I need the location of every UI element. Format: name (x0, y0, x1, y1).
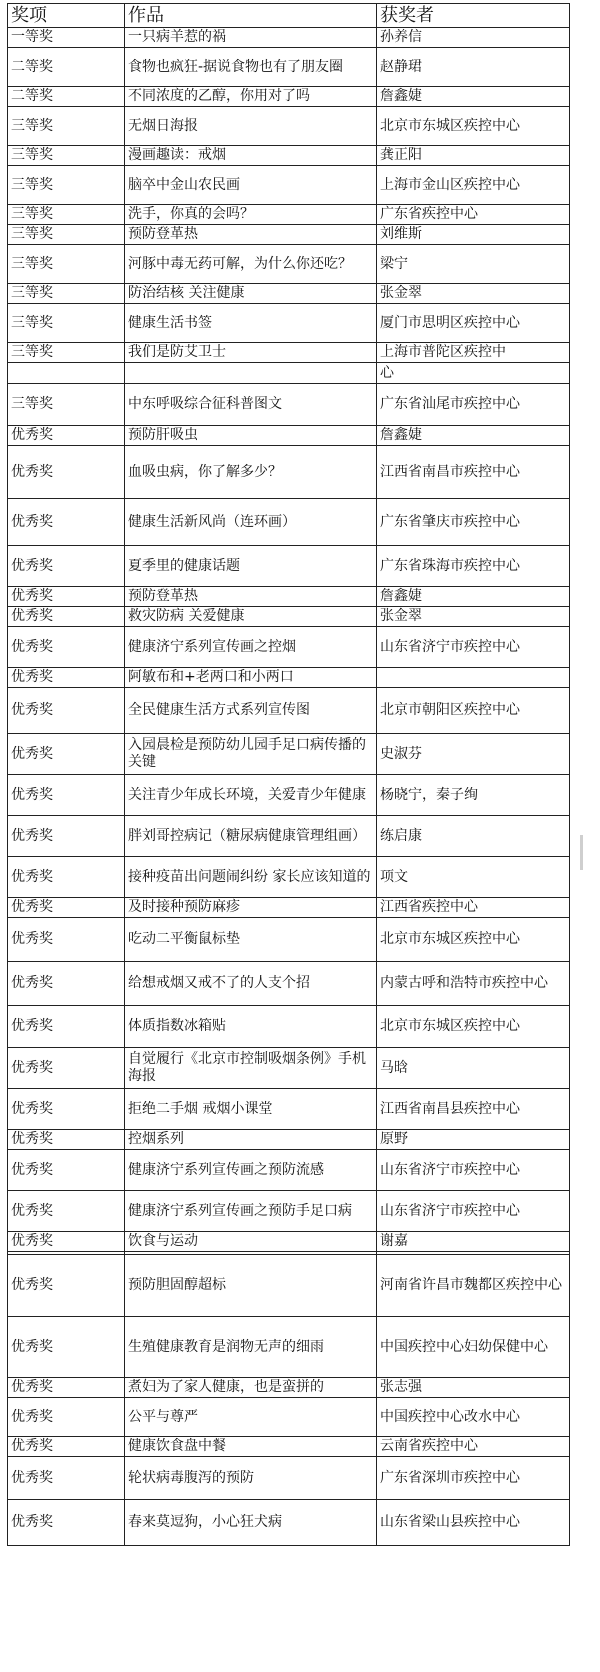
cell-award (8, 363, 125, 384)
cell-award: 二等奖 (8, 87, 125, 107)
table-row (8, 1437, 570, 1457)
cell-award: 优秀奖 (8, 1500, 125, 1546)
cell-winner: 詹鑫婕 (377, 87, 570, 107)
table-row (8, 1457, 570, 1500)
cell-work: 公平与尊严 (125, 1398, 377, 1437)
cell-work: 及时接种预防麻疹 (125, 898, 377, 918)
cell-winner: 上海市金山区疾控中心 (377, 166, 570, 205)
cell-award: 优秀奖 (8, 546, 125, 587)
table-row (8, 1500, 570, 1546)
cell-work: 健康济宁系列宣传画之控烟 (125, 627, 377, 668)
header-row (8, 4, 570, 28)
cell-award: 三等奖 (8, 343, 125, 363)
cell-award: 优秀奖 (8, 1398, 125, 1437)
cell-winner: 江西省疾控中心 (377, 898, 570, 918)
cell-winner: 杨晓宁，秦子绚 (377, 775, 570, 816)
cell-work: 洗手，你真的会吗？ (125, 205, 377, 225)
cell-winner: 梁宁 (377, 245, 570, 284)
cell-winner: 广东省肇庆市疾控中心 (377, 499, 570, 546)
cell-winner: 广东省珠海市疾控中心 (377, 546, 570, 587)
cell-award: 优秀奖 (8, 1232, 125, 1252)
cell-award: 优秀奖 (8, 1457, 125, 1500)
cell-work: 煮妇为了家人健康，也是蛮拼的 (125, 1378, 377, 1398)
table-row (8, 627, 570, 668)
cell-winner: 原野 (377, 1130, 570, 1150)
table-row (8, 146, 570, 166)
table-row (8, 166, 570, 205)
table-row (8, 107, 570, 146)
table-row (8, 668, 570, 688)
cell-work: 预防肝吸虫 (125, 426, 377, 446)
cell-award: 三等奖 (8, 304, 125, 343)
award-table-container (7, 3, 570, 1546)
cell-award: 优秀奖 (8, 499, 125, 546)
cell-work: 夏季里的健康话题 (125, 546, 377, 587)
table-row (8, 87, 570, 107)
table-row (8, 426, 570, 446)
cell-winner: 刘维斯 (377, 225, 570, 245)
cell-award: 三等奖 (8, 146, 125, 166)
cell-work: 体质指数冰箱贴 (125, 1006, 377, 1048)
cell-winner: 中国疾控中心改水中心 (377, 1398, 570, 1437)
cell-work: 预防登革热 (125, 587, 377, 607)
cell-work: 无烟日海报 (125, 107, 377, 146)
table-row (8, 1378, 570, 1398)
cell-winner: 江西省南昌市疾控中心 (377, 446, 570, 499)
cell-award: 优秀奖 (8, 1437, 125, 1457)
table-row (8, 225, 570, 245)
cell-work: 接种疫苗出问题闹纠纷 家长应该知道的 (125, 857, 377, 898)
table-row (8, 962, 570, 1006)
cell-work: 胖刘哥控病记（糖尿病健康管理组画） (125, 816, 377, 857)
cell-work: 健康济宁系列宣传画之预防手足口病 (125, 1191, 377, 1232)
table-row (8, 499, 570, 546)
table-row (8, 587, 570, 607)
cell-work: 拒绝二手烟 戒烟小课堂 (125, 1089, 377, 1130)
cell-winner: 山东省梁山县疾控中心 (377, 1500, 570, 1546)
cell-award: 优秀奖 (8, 898, 125, 918)
header-winner: 获奖者 (377, 4, 570, 28)
cell-award: 优秀奖 (8, 1006, 125, 1048)
cell-work: 给想戒烟又戒不了的人支个招 (125, 962, 377, 1006)
table-row (8, 284, 570, 304)
cell-award: 三等奖 (8, 384, 125, 426)
cell-winner: 北京市东城区疾控中心 (377, 107, 570, 146)
cell-work: 健康生活新风尚（连环画） (125, 499, 377, 546)
cell-award: 三等奖 (8, 284, 125, 304)
cell-work: 中东呼吸综合征科普图文 (125, 384, 377, 426)
table-row (8, 918, 570, 962)
cell-award: 优秀奖 (8, 1191, 125, 1232)
table-row (8, 1191, 570, 1232)
cell-winner: 厦门市思明区疾控中心 (377, 304, 570, 343)
cell-work: 脑卒中金山农民画 (125, 166, 377, 205)
table-row (8, 734, 570, 775)
cell-winner: 江西省南昌县疾控中心 (377, 1089, 570, 1130)
cell-winner: 张志强 (377, 1378, 570, 1398)
cell-winner: 詹鑫婕 (377, 587, 570, 607)
cell-winner: 山东省济宁市疾控中心 (377, 627, 570, 668)
cell-award: 优秀奖 (8, 1089, 125, 1130)
cell-work: 吃动二平衡鼠标垫 (125, 918, 377, 962)
cell-work: 生殖健康教育是润物无声的细雨 (125, 1317, 377, 1378)
cell-work: 救灾防病 关爱健康 (125, 607, 377, 627)
cell-work: 控烟系列 (125, 1130, 377, 1150)
cell-work: 漫画趣读：戒烟 (125, 146, 377, 166)
table-row (8, 1089, 570, 1130)
table-row (8, 857, 570, 898)
cell-award: 一等奖 (8, 28, 125, 48)
cell-winner: 广东省疾控中心 (377, 205, 570, 225)
table-row (8, 205, 570, 225)
award-table-body (8, 28, 570, 1546)
cell-winner: 练启康 (377, 816, 570, 857)
table-row (8, 1232, 570, 1252)
table-row (8, 343, 570, 363)
table-row (8, 546, 570, 587)
award-table (7, 3, 570, 1546)
table-row (8, 688, 570, 734)
cell-winner: 北京市东城区疾控中心 (377, 918, 570, 962)
cell-award: 优秀奖 (8, 627, 125, 668)
cell-winner: 中国疾控中心妇幼保健中心 (377, 1317, 570, 1378)
cell-award: 优秀奖 (8, 587, 125, 607)
cell-winner: 孙养信 (377, 28, 570, 48)
table-row (8, 1398, 570, 1437)
cell-winner: 广东省汕尾市疾控中心 (377, 384, 570, 426)
cell-work: 自觉履行《北京市控制吸烟条例》手机海报 (125, 1048, 377, 1089)
cell-award: 优秀奖 (8, 1255, 125, 1317)
cell-work: 我们是防艾卫士 (125, 343, 377, 363)
cell-work: 轮状病毒腹泻的预防 (125, 1457, 377, 1500)
cell-winner: 詹鑫婕 (377, 426, 570, 446)
table-row (8, 384, 570, 426)
cell-winner: 内蒙古呼和浩特市疾控中心 (377, 962, 570, 1006)
cell-award: 优秀奖 (8, 816, 125, 857)
cell-award: 优秀奖 (8, 1150, 125, 1191)
cell-winner: 谢嘉 (377, 1232, 570, 1252)
cell-award: 优秀奖 (8, 1130, 125, 1150)
cell-award: 三等奖 (8, 107, 125, 146)
cell-work: 健康饮食盘中餐 (125, 1437, 377, 1457)
table-row (8, 28, 570, 48)
cell-work: 血吸虫病，你了解多少？ (125, 446, 377, 499)
cell-winner: 龚正阳 (377, 146, 570, 166)
cell-award: 优秀奖 (8, 962, 125, 1006)
cell-work: 全民健康生活方式系列宣传图 (125, 688, 377, 734)
cell-winner: 张金翠 (377, 284, 570, 304)
cell-winner: 马晗 (377, 1048, 570, 1089)
cell-winner: 北京市朝阳区疾控中心 (377, 688, 570, 734)
cell-award: 优秀奖 (8, 446, 125, 499)
cell-award: 优秀奖 (8, 775, 125, 816)
cell-work (125, 363, 377, 384)
cell-work: 健康济宁系列宣传画之预防流感 (125, 1150, 377, 1191)
cell-winner: 广东省深圳市疾控中心 (377, 1457, 570, 1500)
cell-winner: 山东省济宁市疾控中心 (377, 1191, 570, 1232)
table-row (8, 363, 570, 384)
cell-award: 优秀奖 (8, 607, 125, 627)
cell-winner: 云南省疾控中心 (377, 1437, 570, 1457)
table-row (8, 1255, 570, 1317)
cell-winner: 上海市普陀区疾控中 (377, 343, 570, 363)
cell-work: 河豚中毒无药可解，为什么你还吃？ (125, 245, 377, 284)
header-work: 作品 (125, 4, 377, 28)
cell-award: 优秀奖 (8, 668, 125, 688)
table-row (8, 245, 570, 284)
cell-winner: 张金翠 (377, 607, 570, 627)
cell-award: 优秀奖 (8, 857, 125, 898)
cell-winner: 山东省济宁市疾控中心 (377, 1150, 570, 1191)
table-row (8, 1048, 570, 1089)
cell-winner: 心 (377, 363, 570, 384)
table-row (8, 607, 570, 627)
cell-award: 优秀奖 (8, 1317, 125, 1378)
cell-work: 饮食与运动 (125, 1232, 377, 1252)
cell-award: 优秀奖 (8, 426, 125, 446)
table-row (8, 1150, 570, 1191)
cell-work: 预防登革热 (125, 225, 377, 245)
cell-award: 优秀奖 (8, 688, 125, 734)
table-row (8, 304, 570, 343)
cell-work: 春来莫逗狗，小心狂犬病 (125, 1500, 377, 1546)
cell-work: 阿敏布和+老两口和小两口 (125, 668, 377, 688)
cell-award: 二等奖 (8, 48, 125, 87)
cell-winner: 项文 (377, 857, 570, 898)
cell-award: 优秀奖 (8, 918, 125, 962)
cell-award: 优秀奖 (8, 1048, 125, 1089)
table-row (8, 48, 570, 87)
cell-winner: 河南省许昌市魏都区疾控中心 (377, 1255, 570, 1317)
cell-work: 防治结核 关注健康 (125, 284, 377, 304)
cell-award: 优秀奖 (8, 1378, 125, 1398)
cell-award: 三等奖 (8, 245, 125, 284)
table-row (8, 1130, 570, 1150)
cell-award: 三等奖 (8, 166, 125, 205)
table-row (8, 775, 570, 816)
cell-work: 食物也疯狂-据说食物也有了朋友圈 (125, 48, 377, 87)
cell-award: 三等奖 (8, 225, 125, 245)
cell-award: 三等奖 (8, 205, 125, 225)
cell-work: 一只病羊惹的祸 (125, 28, 377, 48)
cell-work: 健康生活书签 (125, 304, 377, 343)
table-row (8, 1006, 570, 1048)
edge-mark (580, 835, 583, 870)
cell-award: 优秀奖 (8, 734, 125, 775)
table-row (8, 898, 570, 918)
cell-work: 不同浓度的乙醇，你用对了吗 (125, 87, 377, 107)
table-row (8, 446, 570, 499)
table-row (8, 1317, 570, 1378)
cell-winner: 赵静珺 (377, 48, 570, 87)
cell-winner (377, 668, 570, 688)
cell-winner: 史淑芬 (377, 734, 570, 775)
cell-winner: 北京市东城区疾控中心 (377, 1006, 570, 1048)
cell-work: 关注青少年成长环境，关爱青少年健康 (125, 775, 377, 816)
cell-work: 入园晨检是预防幼儿园手足口病传播的关键 (125, 734, 377, 775)
table-row (8, 816, 570, 857)
cell-work: 预防胆固醇超标 (125, 1255, 377, 1317)
header-award: 奖项 (8, 4, 125, 28)
